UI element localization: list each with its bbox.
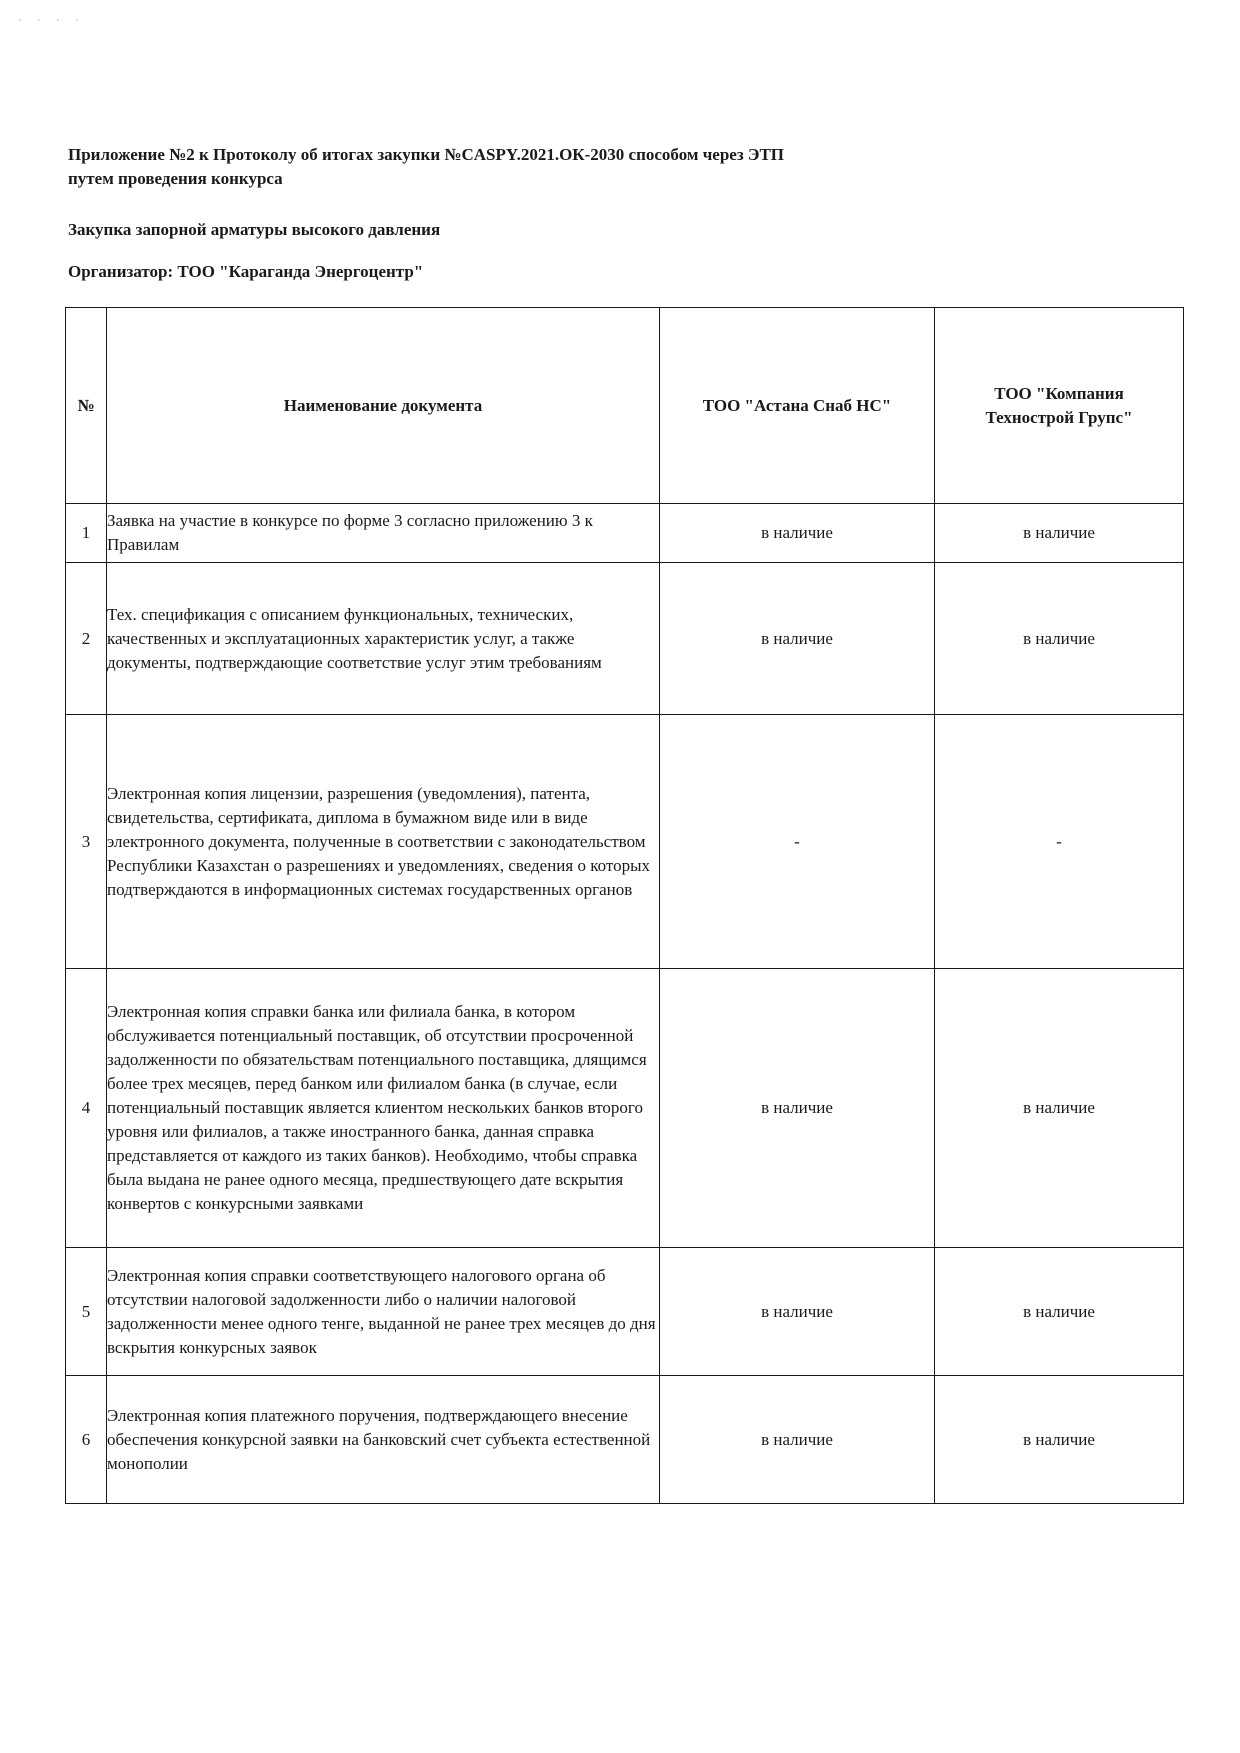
supplier-2-status: в наличие	[935, 1376, 1184, 1504]
document-header	[68, 143, 1168, 191]
column-header-supplier-2	[935, 308, 1184, 504]
table-row	[66, 563, 1184, 715]
document-name: Электронная копия лицензии, разрешения (уведомления), патента, свидетельства, сертификата, диплома в бумажном виде или в виде электронного документа, полученные в соответствии с законодательством Республики Казахстан о разрешениях и уведомлениях, сведения о которых подтверждаются в информационных системах государственных органов	[107, 715, 660, 969]
row-number: 3	[66, 715, 107, 969]
document-name: Электронная копия платежного поручения, подтверждающего внесение обеспечения конкурсной заявки на банковский счет субъекта естественной монополии	[107, 1376, 660, 1504]
supplier-1-status: в наличие	[660, 969, 935, 1248]
document-name: Тех. спецификация с описанием функциональных, технических, качественных и эксплуатационных характеристик услуг, а также документы, подтверждающие соответствие услуг этим требованиям	[107, 563, 660, 715]
supplier-1-status: в наличие	[660, 1376, 935, 1504]
supplier-1-status: в наличие	[660, 1248, 935, 1376]
column-header-supplier-1	[660, 308, 935, 504]
supplier-1-status: в наличие	[660, 563, 935, 715]
scan-artifact: · · · ·	[18, 14, 85, 27]
row-number: 1	[66, 504, 107, 563]
supplier-1-status: в наличие	[660, 504, 935, 563]
supplier-2-status: в наличие	[935, 969, 1184, 1248]
supplier-2-status: в наличие	[935, 563, 1184, 715]
row-number: 6	[66, 1376, 107, 1504]
row-number: 5	[66, 1248, 107, 1376]
row-number: 4	[66, 969, 107, 1248]
table-header-row	[66, 308, 1184, 504]
procurement-subject: Закупка запорной арматуры высокого давления	[68, 220, 441, 239]
table-row	[66, 1376, 1184, 1504]
supplier-2-status: -	[935, 715, 1184, 969]
table-row	[66, 504, 1184, 563]
header-title-line-2: путем проведения конкурса	[68, 169, 283, 188]
row-number: 2	[66, 563, 107, 715]
supplier-2-name-line-2: Технострой Групс"	[985, 407, 1133, 427]
column-header-document-name: Наименование документа	[107, 308, 660, 504]
documents-table	[65, 307, 1184, 1504]
supplier-2-status: в наличие	[935, 1248, 1184, 1376]
supplier-2-status: в наличие	[935, 504, 1184, 563]
supplier-2-name-line-1: ТОО "Компания	[994, 383, 1124, 403]
table-row	[66, 715, 1184, 969]
organizer-line: Организатор: ТОО "Караганда Энергоцентр"	[68, 262, 424, 281]
document-name: Заявка на участие в конкурсе по форме 3 согласно приложению 3 к Правилам	[107, 504, 660, 563]
header-title-line-1: Приложение №2 к Протоколу об итогах закупки №CASPY.2021.ОК-2030 способом через ЭТП	[68, 145, 785, 164]
supplier-1-status: -	[660, 715, 935, 969]
document-name: Электронная копия справки банка или филиала банка, в котором обслуживается потенциальный поставщик, об отсутствии просроченной задолженности по обязательствам потенциального поставщика, длящимся более трех месяцев, перед банком или филиалом банка (в случае, если потенциальный поставщик является клиентом нескольких банков второго уровня или филиалов, а также иностранного банка, данная справка представляется от каждого из таких банков). Необходимо, чтобы справка была выдана не ранее одного месяца, предшествующего дате вскрытия конвертов с конкурсными заявками	[107, 969, 660, 1248]
table-row	[66, 969, 1184, 1248]
column-header-number: №	[66, 308, 107, 504]
document-name: Электронная копия справки соответствующего налогового органа об отсутствии налоговой задолженности либо о наличии налоговой задолженности менее одного тенге, выданной не ранее трех месяцев до дня вскрытия конкурсных заявок	[107, 1248, 660, 1376]
supplier-1-name: ТОО "Астана Снаб НС"	[702, 395, 892, 415]
table-row	[66, 1248, 1184, 1376]
